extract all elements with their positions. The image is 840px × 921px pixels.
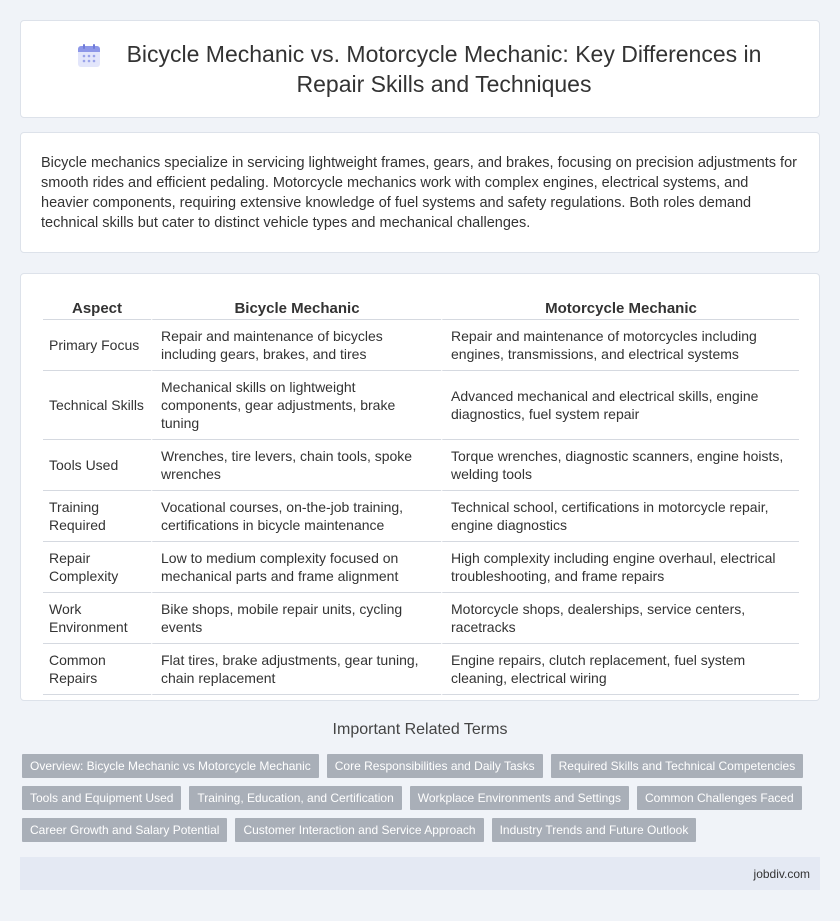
related-terms-tags — [22, 754, 822, 850]
cell-aspect: Work Environment — [43, 593, 151, 644]
intro-card — [20, 132, 820, 253]
footer-site-link[interactable]: jobdiv.com — [753, 866, 810, 881]
table-row — [43, 491, 799, 542]
cell-motorcycle: Repair and maintenance of motorcycles including engines, transmissions, and electrical systems — [441, 320, 799, 371]
related-term-tag[interactable]: Core Responsibilities and Daily Tasks — [327, 754, 543, 778]
cell-aspect: Repair Complexity — [43, 542, 151, 593]
table-row — [43, 593, 799, 644]
cell-aspect: Common Repairs — [43, 644, 151, 695]
table-header-row — [43, 294, 799, 320]
related-term-tag[interactable]: Required Skills and Technical Competencies — [551, 754, 804, 778]
cell-bicycle: Low to medium complexity focused on mechanical parts and frame alignment — [151, 542, 441, 593]
related-term-tag[interactable]: Industry Trends and Future Outlook — [492, 818, 697, 842]
header-bicycle-mechanic: Bicycle Mechanic — [151, 294, 441, 320]
header-aspect: Aspect — [43, 294, 151, 320]
related-terms-title: Important Related Terms — [332, 721, 508, 738]
related-term-tag[interactable]: Common Challenges Faced — [637, 786, 802, 810]
cell-bicycle: Vocational courses, on-the-job training, certifications in bicycle maintenance — [151, 491, 441, 542]
cell-motorcycle: Engine repairs, clutch replacement, fuel system cleaning, electrical wiring — [441, 644, 799, 695]
table-row — [43, 320, 799, 371]
cell-bicycle: Flat tires, brake adjustments, gear tuning, chain replacement — [151, 644, 441, 695]
title-wrap — [76, 39, 764, 99]
comparison-table-card — [20, 273, 820, 701]
table-row — [43, 440, 799, 491]
cell-motorcycle: Motorcycle shops, dealerships, service centers, racetracks — [441, 593, 799, 644]
related-term-tag[interactable]: Overview: Bicycle Mechanic vs Motorcycle Mechanic — [22, 754, 319, 778]
related-term-tag[interactable]: Tools and Equipment Used — [22, 786, 181, 810]
cell-bicycle: Wrenches, tire levers, chain tools, spoke wrenches — [151, 440, 441, 491]
document-icon — [76, 43, 102, 69]
header-motorcycle-mechanic: Motorcycle Mechanic — [441, 294, 799, 320]
cell-aspect: Primary Focus — [43, 320, 151, 371]
related-term-tag[interactable]: Customer Interaction and Service Approach — [235, 818, 483, 842]
cell-bicycle: Repair and maintenance of bicycles including gears, brakes, and tires — [151, 320, 441, 371]
cell-motorcycle: Technical school, certifications in motorcycle repair, engine diagnostics — [441, 491, 799, 542]
cell-aspect: Tools Used — [43, 440, 151, 491]
cell-motorcycle: Torque wrenches, diagnostic scanners, engine hoists, welding tools — [441, 440, 799, 491]
footer — [20, 857, 820, 890]
table-row — [43, 644, 799, 695]
related-term-tag[interactable]: Workplace Environments and Settings — [410, 786, 629, 810]
related-term-tag[interactable]: Career Growth and Salary Potential — [22, 818, 227, 842]
page-title: Bicycle Mechanic vs. Motorcycle Mechanic: Key Differences in Repair Skills and Techniques — [126, 41, 762, 97]
table-row — [43, 371, 799, 440]
table-row — [43, 542, 799, 593]
intro-paragraph: Bicycle mechanics specialize in servicing lightweight frames, gears, and brakes, focusing on precision adjustments for smooth rides and efficient pedaling. Motorcycle mechanics work with complex engines, electrical systems, and heavier components, requiring extensive knowledge of fuel systems and safety regulations. Both roles demand technical skills but cater to distinct vehicle types and mechanical challenges. — [41, 155, 797, 231]
title-card — [20, 20, 820, 118]
comparison-table — [43, 294, 799, 695]
related-term-tag[interactable]: Training, Education, and Certification — [189, 786, 401, 810]
cell-aspect: Training Required — [43, 491, 151, 542]
cell-aspect: Technical Skills — [43, 371, 151, 440]
cell-motorcycle: Advanced mechanical and electrical skills, engine diagnostics, fuel system repair — [441, 371, 799, 440]
cell-motorcycle: High complexity including engine overhaul, electrical troubleshooting, and frame repairs — [441, 542, 799, 593]
cell-bicycle: Mechanical skills on lightweight components, gear adjustments, brake tuning — [151, 371, 441, 440]
cell-bicycle: Bike shops, mobile repair units, cycling events — [151, 593, 441, 644]
